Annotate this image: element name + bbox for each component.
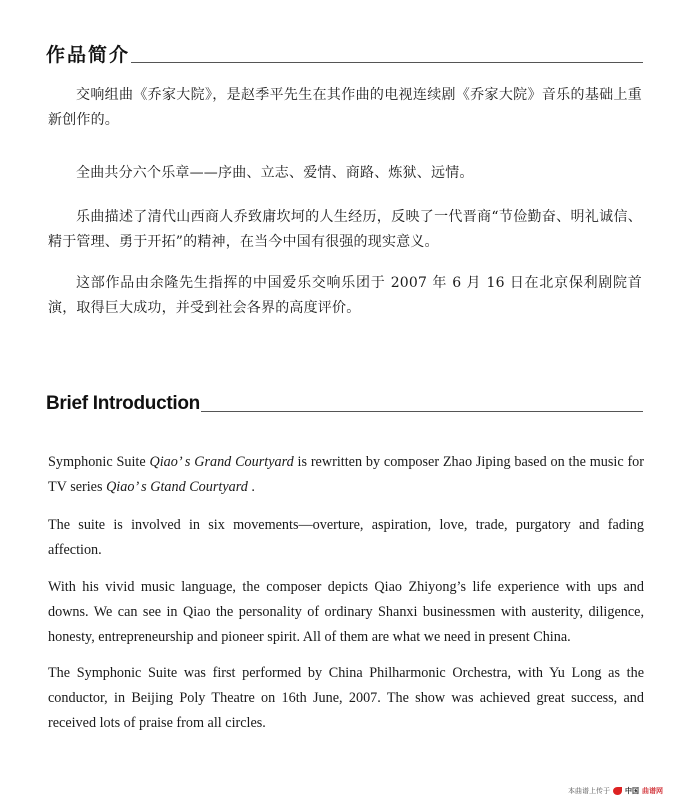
en-paragraph: The Symphonic Suite was first performed by China Philharmonic Orchestra, with Yu Long as the conductor, in Beijing Poly Theatre on 16th June, 2007. The show was achieved great success, and received lots of praise from all circles. xyxy=(48,665,644,731)
text-span: Symphonic Suite xyxy=(48,454,150,470)
en-paragraph: With his vivid music language, the composer depicts Qiao Zhiyong’s life experience with ups and downs. We can see in Qiao the personality of ordinary Shanxi businessmen with austerity, diligence, honesty, entrepreneurship and pioneer spirit. All of them are what we need in present China. xyxy=(48,579,644,645)
watermark xyxy=(568,786,663,796)
heading-divider xyxy=(201,411,643,412)
en-heading-row xyxy=(46,393,643,415)
zh-section-title: 作品简介 xyxy=(46,44,131,66)
zh-paragraph: 这部作品由余隆先生指挥的中国爱乐交响乐团于 2007 年 6 月 16 日在北京保利剧院首演，取得巨大成功，并受到社会各界的高度评价。 xyxy=(48,275,642,316)
watermark-brand: 中国 xyxy=(625,787,639,795)
text-span: . xyxy=(247,479,255,495)
work-title: Qiao’ s Grand Courtyard xyxy=(149,454,294,470)
heading-divider xyxy=(131,62,643,63)
zh-heading-row xyxy=(46,44,643,66)
site-logo-icon xyxy=(613,787,622,795)
work-title: Qiao’ s Gtand Courtyard xyxy=(106,479,248,495)
text-span: is rewritten by composer Zhao Jiping based on the music for TV series xyxy=(48,454,645,495)
zh-paragraph: 全曲共分六个乐章——序曲、立志、爱情、商路、炼狱、远情。 xyxy=(76,165,474,181)
watermark-brand-accent: 曲谱网 xyxy=(642,787,663,795)
en-section-title: Brief Introduction xyxy=(46,393,200,414)
watermark-prefix: 本曲谱上传于 xyxy=(568,787,610,795)
en-paragraph xyxy=(48,450,644,500)
zh-paragraph: 乐曲描述了清代山西商人乔致庸坎坷的人生经历，反映了一代晋商“节俭勤奋、明礼诚信、精于管理、勇于开拓”的精神，在当今中国有很强的现实意义。 xyxy=(48,209,642,250)
zh-paragraph: 交响组曲《乔家大院》，是赵季平先生在其作曲的电视连续剧《乔家大院》音乐的基础上重新创作的。 xyxy=(48,87,642,128)
en-paragraph: The suite is involved in six movements—overture, aspiration, love, trade, purgatory and fading affection. xyxy=(48,517,644,558)
